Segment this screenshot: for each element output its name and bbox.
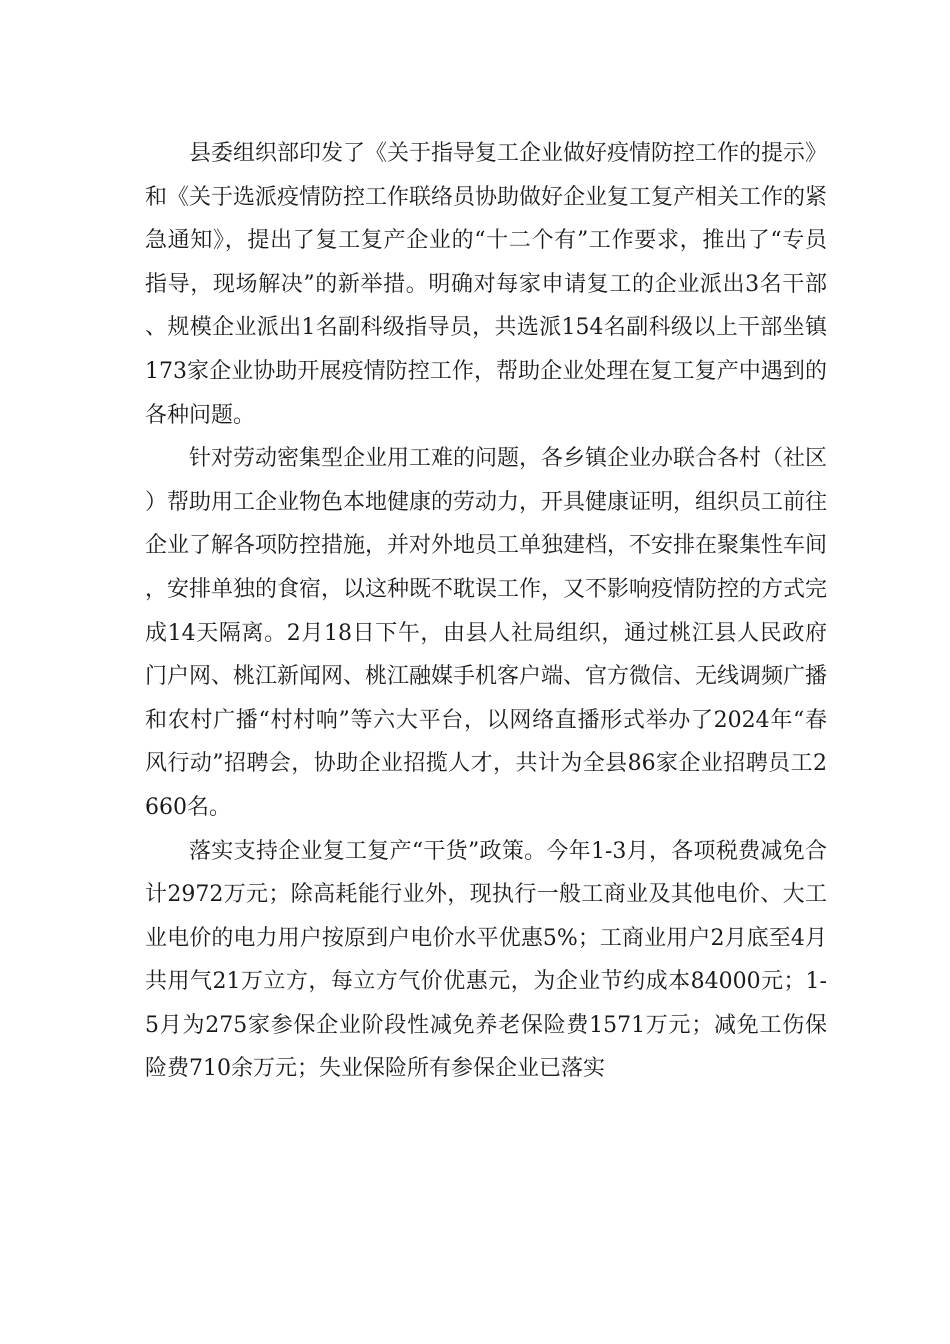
- paragraph-policy-support: 落实支持企业复工复产“干货”政策。今年1-3月，各项税费减免合计2972万元；除高耗能行业外，现执行一般工商业及其他电价、大工业电价的电力用户按原到户电价水平优惠5%；工商业用户2月底至4月共用气21万立方，每立方气价优惠元，为企业节约成本84000元；1-5月为275家参保企业阶段性减免养老保险费1571万元；减免工伤保险费710余万元；失业保险所有参保企业已落实: [145, 838, 827, 1082]
- document-body: [145, 132, 827, 1091]
- paragraph-labor-recruitment: 针对劳动密集型企业用工难的问题，各乡镇企业办联合各村（社区）帮助用工企业物色本地健康的劳动力，开具健康证明，组织员工前往企业了解各项防控措施，并对外地员工单独建档，不安排在聚集性车间，安排单独的食宿，以这种既不耽误工作，又不影响疫情防控的方式完成14天隔离。2月18日下午，由县人社局组织，通过桃江县人民政府门户网、桃江新闻网、桃江融媒手机客户端、官方微信、无线调频广播和农村广播“村村响”等六大平台，以网络直播形式举办了2024年“春风行动”招聘会，协助企业招揽人才，共计为全县86家企业招聘员工2660名。: [145, 446, 828, 820]
- paragraph-organization-department: 县委组织部印发了《关于指导复工企业做好疫情防控工作的提示》和《关于选派疫情防控工作联络员协助做好企业复工复产相关工作的紧急通知》，提出了复工复产企业的“十二个有”工作要求，推出了“专员指导，现场解决”的新举措。明确对每家申请复工的企业派出3名干部、规模企业派出1名副科级指导员，共选派154名副科级以上干部坐镇173家企业协助开展疫情防控工作，帮助企业处理在复工复产中遇到的各种问题。: [145, 141, 828, 428]
